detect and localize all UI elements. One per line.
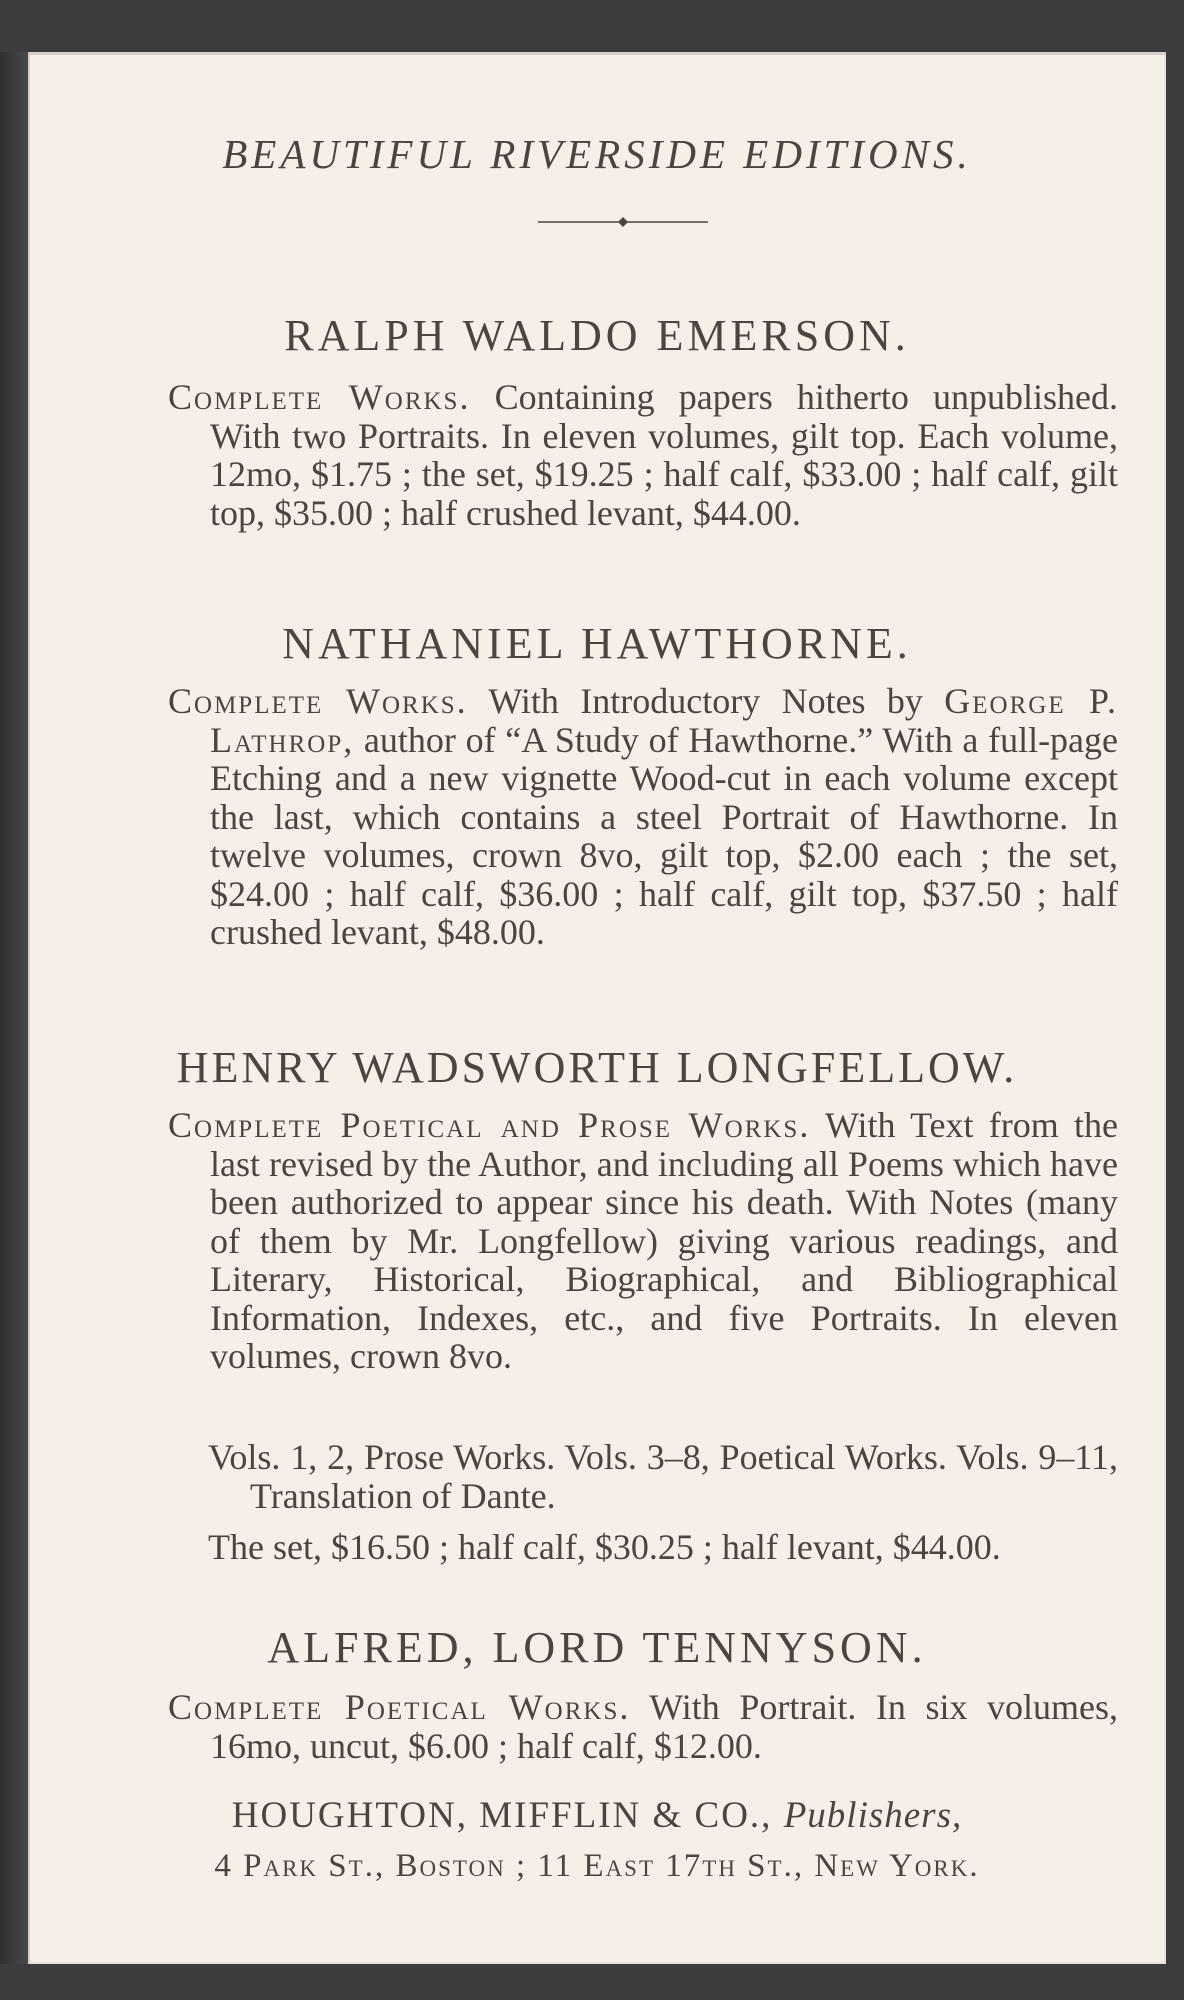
entry-longfellow [168,1106,1118,1376]
author-tennyson: ALFRED, LORD TENNYSON. [267,1623,927,1672]
entry-emerson [168,378,1118,532]
entry-longfellow-text: With Text from the last revised by the Author, and including all Poems which have been authorized to appear since his death. With Notes (many of them by Mr. Longfellow) giving various readings, and Literary, Historical, Biographical, and Bibliographical Information, Indexes, etc., and five Portraits. In eleven volumes, crown 8vo. [210,1105,1118,1376]
entry-tennyson-text: With Portrait. In six volumes, 16mo, uncut, $6.00 ; half calf, $12.00. [210,1687,1118,1766]
entry-tennyson-title: Complete Poetical Works. [168,1687,631,1727]
publisher-address: 4 Park St., Boston ; 11 East 17th St., New York. [214,1848,980,1884]
page-header: BEAUTIFUL RIVERSIDE EDITIONS. [222,131,972,177]
entry-hawthorne [168,682,1118,952]
ornament-divider [538,216,708,228]
publisher-line [28,1794,1166,1837]
entry-longfellow-price: The set, $16.50 ; half calf, $30.25 ; half levant, $44.00. [208,1527,1001,1567]
entry-emerson-text: Containing papers hitherto unpublished. With two Portraits. In eleven volumes, gilt top. Each volume, 12mo, $1.75 ; the set, $19.25 ; half calf, $33.00 ; half calf, gilt top, $35.00 ; half crushed levant, $44.00. [210,377,1118,533]
publisher-role: Publishers, [783,1795,963,1836]
entry-hawthorne-title: Complete Works. [168,681,468,721]
entry-hawthorne-editor: George P. Lathrop, [210,681,1118,760]
author-emerson: RALPH WALDO EMERSON. [284,311,910,360]
advertisement-card [28,52,1166,1964]
entry-hawthorne-text2: author of “A Study of Hawthorne.” With a full-page Etching and a new vignette Wood-cut in each volume except the last, which contains a steel Portrait of Hawthorne. In twelve volumes, crown 8vo, gilt top, $2.00 each ; the set, $24.00 ; half calf, $36.00 ; half calf, gilt top, $37.50 ; half crushed levant, $48.00. [210,719,1119,952]
entry-tennyson [168,1688,1118,1765]
entry-longfellow-vols: Vols. 1, 2, Prose Works. Vols. 3–8, Poetical Works. Vols. 9–11, Translation of Dante. [208,1437,1118,1516]
author-longfellow: HENRY WADSWORTH LONGFELLOW. [176,1043,1018,1092]
author-hawthorne: NATHANIEL HAWTHORNE. [282,619,912,668]
background-edge [0,52,28,1964]
publisher-name: HOUGHTON, MIFFLIN & CO., [231,1795,773,1836]
entry-hawthorne-text1: With Introductory Notes by [488,681,923,721]
entry-longfellow-title: Complete Poetical and Prose Works. [168,1105,811,1145]
entry-emerson-title: Complete Works. [168,377,471,417]
